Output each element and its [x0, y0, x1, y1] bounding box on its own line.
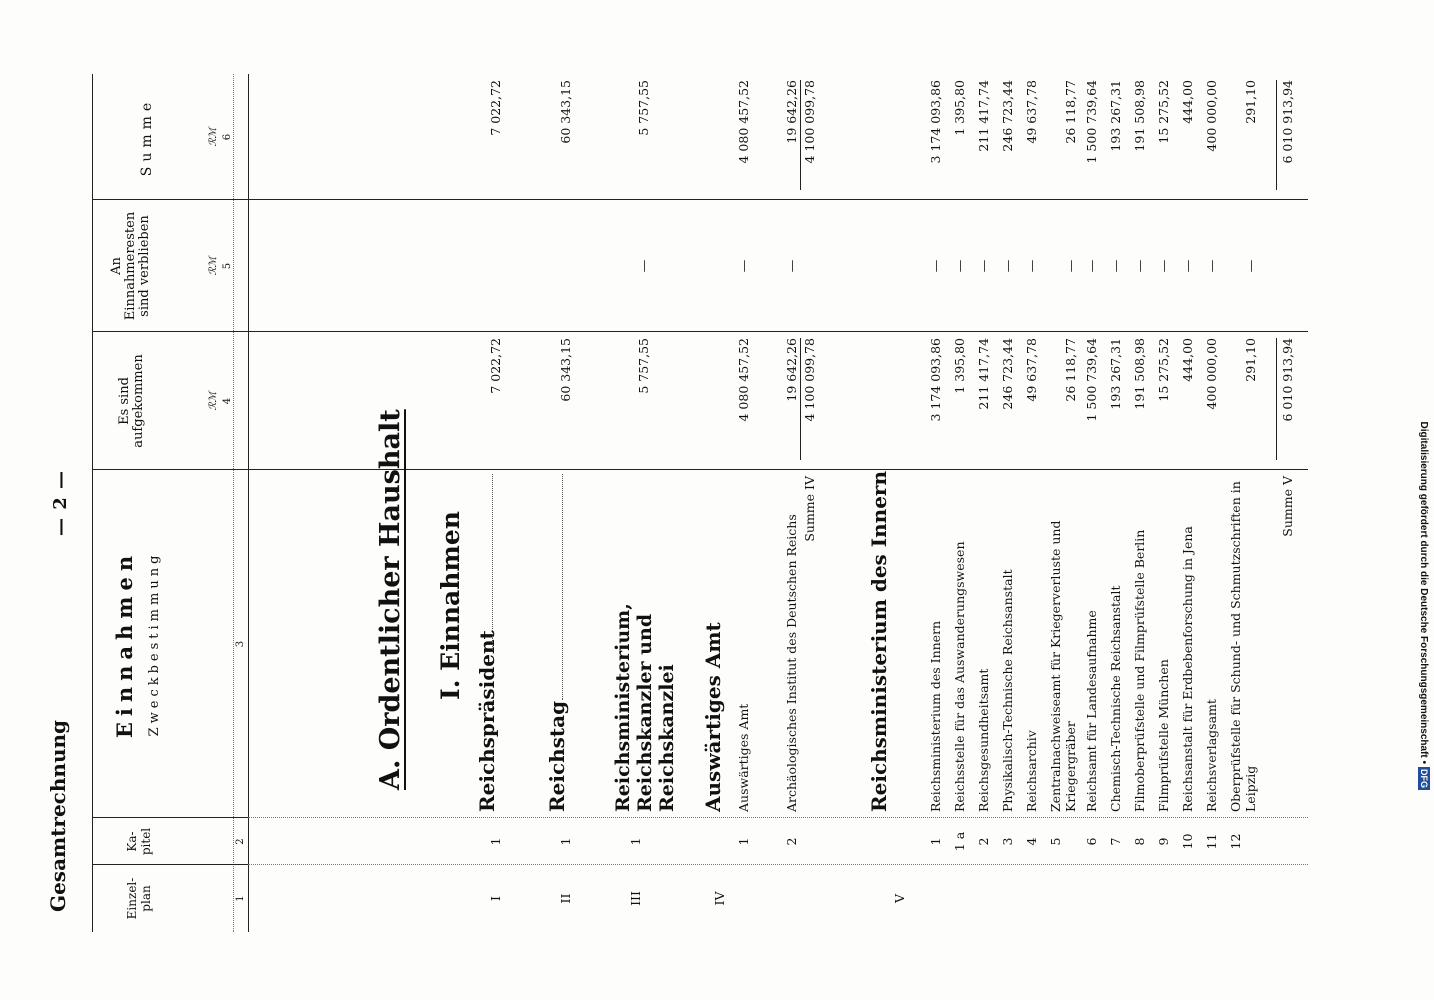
amount-V-row: 26 118,77	[1063, 338, 1078, 402]
sum-rule-V	[1276, 338, 1277, 460]
total-amount-V: 6 010 913,94	[1280, 338, 1295, 422]
header-einzelplan: Einzel- plan	[125, 877, 153, 920]
kapitel-IV-1: 1	[736, 837, 751, 846]
kapitel-V-row: 11	[1204, 833, 1219, 850]
sum-V-row: 49 637,78	[1024, 80, 1039, 144]
amount-IV-2: 19 642,26	[784, 338, 799, 402]
sum-V-row: 400 000,00	[1204, 80, 1219, 152]
reste-V-row: —	[1024, 259, 1039, 273]
kapitel-V-row: 12	[1228, 833, 1243, 850]
sum-V-row: 193 267,31	[1108, 80, 1123, 152]
amount-V-row: 246 723,44	[1000, 338, 1015, 410]
body-dots-1	[248, 864, 1308, 865]
amount-V-row: 211 417,74	[976, 338, 991, 410]
kapitel-V-row: 10	[1180, 833, 1195, 850]
header-kapitel: Ka- pitel	[125, 827, 153, 856]
plan-V: V	[892, 893, 907, 904]
header-summe: Summe	[139, 97, 155, 177]
amount-IV-1: 4 080 457,52	[736, 338, 751, 422]
kapitel-V-row: 7	[1108, 837, 1123, 846]
plan-IV: IV	[712, 891, 727, 906]
reste-V-row: —	[1000, 259, 1015, 273]
entry-V-row: Oberprüfstelle für Schund- und Schmutzschriften in Leipzig	[1228, 481, 1258, 812]
sum-rule-IV	[800, 338, 801, 460]
table-top-rule	[92, 74, 93, 932]
sum-II: 60 343,15	[558, 80, 573, 144]
colnum-5: 5	[222, 262, 233, 270]
reste-V-row: —	[1063, 259, 1078, 273]
colnum-3: 3	[235, 640, 246, 648]
kapitel-V-row: 6	[1084, 837, 1099, 846]
entry-archaeologisches-institut: Archäologisches Institut des Deutschen Reichs	[784, 514, 799, 812]
reste-V-row: —	[1084, 259, 1099, 273]
title-reichskanzlei: Reichsministerium, Reichskanzler und Reichskanzlei	[612, 603, 678, 812]
body-divider-summe	[248, 199, 1308, 200]
header-number-rule	[233, 74, 234, 932]
entry-V-row: Physikalisch-Technische Reichsanstalt	[1000, 569, 1015, 812]
leader-dots	[562, 474, 563, 700]
amount-V-row: 193 267,31	[1108, 338, 1123, 410]
unit-col4: ℛℳ	[208, 391, 219, 411]
colnum-2: 2	[235, 838, 246, 845]
reste-V-row: —	[928, 259, 943, 273]
kapitel-V-row: 4	[1024, 837, 1039, 846]
sum-V-row: 191 508,98	[1132, 80, 1147, 152]
total-sum-V: 6 010 913,94	[1280, 80, 1295, 164]
kapitel-V-row: 1	[928, 837, 943, 846]
entry-V-row: Reichsarchiv	[1024, 730, 1039, 812]
unit-col6: ℛℳ	[208, 127, 219, 147]
entry-V-row: Zentralnachweiseamt für Kriegerverluste und Kriegergräber	[1048, 520, 1078, 812]
amount-V-row: 400 000,00	[1204, 338, 1219, 410]
amount-V-row: 1 395,80	[952, 338, 967, 394]
reste-V-row: —	[1108, 259, 1123, 273]
title-reichstag: Reichstag	[545, 700, 569, 812]
title-auswaertiges-amt: Auswärtiges Amt	[701, 622, 725, 812]
reste-V-row: —	[1204, 259, 1219, 273]
kapitel-V-row: 3	[1000, 837, 1015, 846]
amount-I: 7 022,72	[488, 338, 503, 394]
plan-III: III	[628, 891, 643, 906]
header-bottom-rule	[248, 74, 249, 932]
sum-V-row: 1 500 739,64	[1084, 80, 1099, 164]
kapitel-V-row: 8	[1132, 837, 1147, 846]
page-number: — 2 —	[50, 469, 71, 536]
sum-I: 7 022,72	[488, 80, 503, 136]
amount-V-row: 444,00	[1180, 338, 1195, 382]
sum-IV-2: 19 642,26	[784, 80, 799, 144]
plan-I: I	[488, 896, 503, 901]
entry-V-row: Chemisch-Technische Reichsanstalt	[1108, 585, 1123, 812]
kapitel-V-row: 5	[1048, 837, 1063, 846]
kapitel-IV-2: 2	[784, 837, 799, 846]
amount-III: 5 757,55	[636, 338, 651, 394]
sum-V-row: 26 118,77	[1063, 80, 1078, 144]
sum-V-row: 15 275,52	[1156, 80, 1171, 144]
total-label-IV: Summe IV	[802, 476, 817, 542]
header-aufgekommen: Es sind aufgekommen	[117, 354, 146, 448]
colnum-4: 4	[222, 397, 233, 405]
total-amount-IV: 4 100 099,78	[802, 338, 817, 422]
entry-auswaertiges-amt: Auswärtiges Amt	[736, 703, 751, 812]
total-sum-IV: 4 100 099,78	[802, 80, 817, 164]
col-divider-1	[92, 864, 248, 865]
reste-IV-1: —	[736, 259, 751, 273]
entry-V-row: Reichsgesundheitsamt	[976, 668, 991, 812]
amount-V-row: 49 637,78	[1024, 338, 1039, 402]
entry-V-row: Reichsstelle für das Auswanderungswesen	[952, 541, 967, 812]
kapitel-I-1: 1	[488, 837, 503, 846]
colnum-1: 1	[235, 895, 246, 902]
reste-V-row: —	[1132, 259, 1147, 273]
section-einnahmen: I. Einnahmen	[436, 511, 465, 700]
running-title: Gesamtrechnung	[46, 719, 70, 912]
sum-III: 5 757,55	[636, 80, 651, 136]
body-divider-amount	[248, 469, 1308, 470]
entry-V-row: Reichsamt für Landesaufnahme	[1084, 610, 1099, 812]
reste-IV-2: —	[784, 259, 799, 273]
sum-V-row: 246 723,44	[1000, 80, 1015, 152]
header-zweckbestimmung: Zweckbestimmung	[147, 551, 162, 737]
amount-V-row: 3 174 093,86	[928, 338, 943, 422]
sum-V-row: 211 417,74	[976, 80, 991, 152]
sum-V-row: 1 395,80	[952, 80, 967, 136]
amount-V-row: 291,10	[1243, 338, 1258, 382]
kapitel-V-row: 2	[976, 837, 991, 846]
entry-V-row: Filmprüfstelle München	[1156, 659, 1171, 812]
amount-V-row: 191 508,98	[1132, 338, 1147, 410]
entry-V-row: Reichsanstalt für Erdbebenforschung in Jena	[1180, 526, 1195, 812]
unit-col5: ℛℳ	[208, 256, 219, 276]
section-ordentlicher-haushalt: A. Ordentlicher Haushalt	[375, 409, 406, 790]
reste-V-row: —	[976, 259, 991, 273]
amount-V-row: 1 500 739,64	[1084, 338, 1099, 422]
entry-V-row: Reichsministerium des Innern	[928, 620, 943, 812]
amount-V-row: 15 275,52	[1156, 338, 1171, 402]
reste-V-row: —	[952, 259, 967, 273]
sum-IV-1: 4 080 457,52	[736, 80, 751, 164]
header-einnahmen: Einnahmen	[112, 549, 137, 739]
dfg-logo: DFG	[1419, 769, 1429, 788]
sum-V-row: 291,10	[1243, 80, 1258, 124]
sum-V-row: 3 174 093,86	[928, 80, 943, 164]
reste-V-row: —	[1180, 259, 1195, 273]
plan-II: II	[558, 893, 573, 904]
col-divider-2	[92, 817, 248, 818]
kapitel-III-1: 1	[628, 837, 643, 846]
reste-V-row: —	[1243, 259, 1258, 273]
kapitel-V-row: 1 a	[952, 831, 967, 852]
colnum-6: 6	[222, 133, 233, 141]
reste-III: —	[636, 259, 651, 273]
header-einnahmereste: An Einnahmeresten sind verblieben	[109, 211, 152, 321]
body-dots-2	[248, 817, 1308, 818]
funding-note-text: Digitalisierung gefördert durch die Deutsche Forschungsgemeinschaft •	[1418, 421, 1429, 764]
amount-II: 60 343,15	[558, 338, 573, 402]
sum-V-row: 444,00	[1180, 80, 1195, 124]
reste-V-row: —	[1156, 259, 1171, 273]
total-label-V: Summe V	[1280, 476, 1295, 537]
body-divider-reste	[248, 331, 1308, 332]
leader-dots	[492, 474, 493, 650]
funding-note	[1418, 10, 1430, 790]
sum-rule-IV-summe	[800, 80, 801, 190]
entry-V-row: Reichsverlagsamt	[1204, 699, 1219, 812]
kapitel-V-row: 9	[1156, 837, 1171, 846]
title-reichsministerium-innern: Reichsministerium des Innern	[867, 470, 891, 812]
kapitel-II-1: 1	[558, 837, 573, 846]
entry-V-row: Filmoberprüfstelle und Filmprüfstelle Berlin	[1132, 529, 1147, 812]
title-reichspraesident: Reichspräsident	[475, 630, 499, 812]
sum-rule-V-summe	[1276, 80, 1277, 190]
